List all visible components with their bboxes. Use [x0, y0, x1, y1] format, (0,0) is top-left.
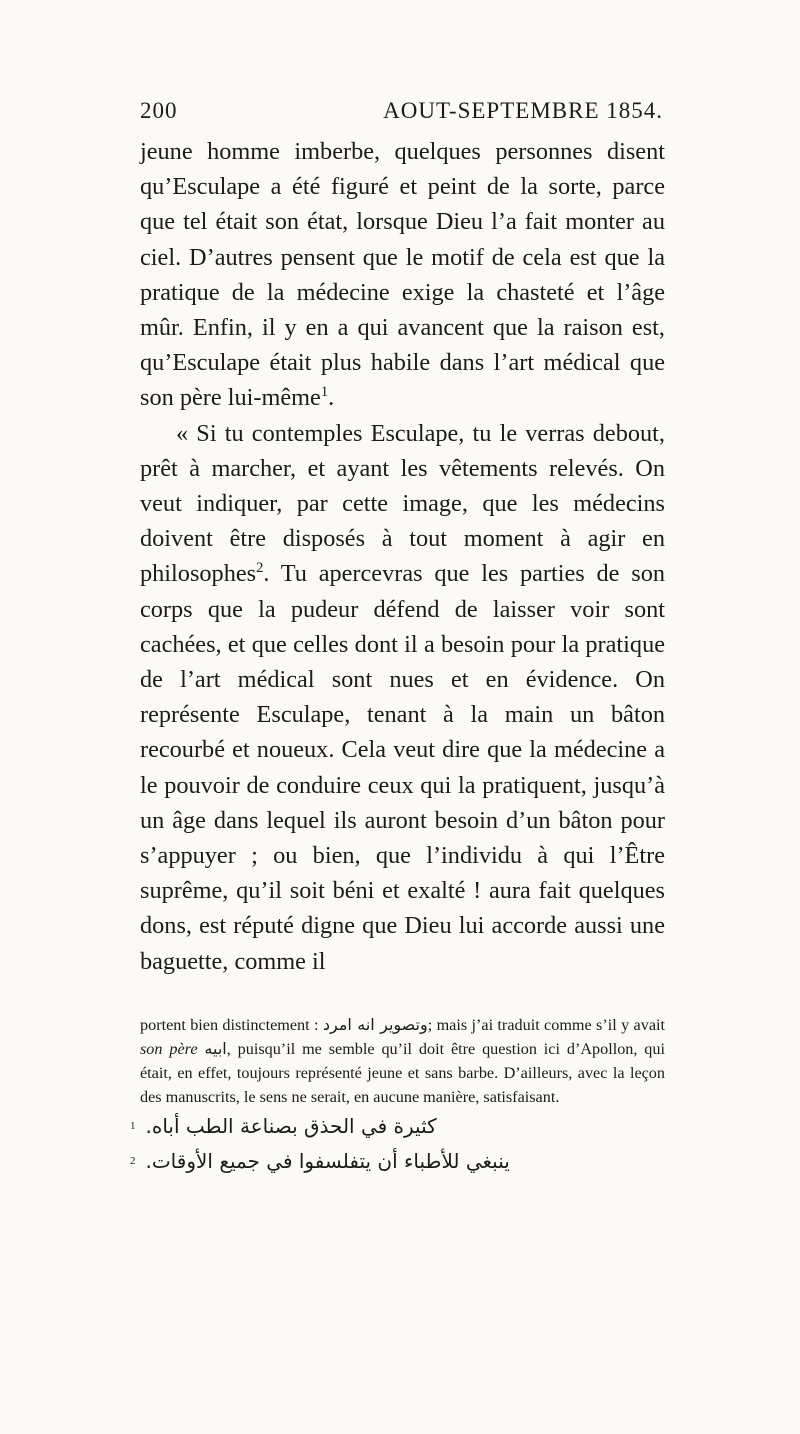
running-title: AOUT-SEPTEMBRE 1854.: [383, 98, 663, 123]
note-continuation: [140, 1013, 665, 1109]
footnote-number: 1: [130, 1119, 136, 1132]
paragraph-2: [140, 416, 665, 979]
paragraph-tail: . Tu apercevras que les parties de son corps que la pudeur défend de laisser voir sont cachées, et que celles dont il a besoin pour la pratique de l’art médical sont nues et en évidence. On représente Esculape, tenant à la main un bâton recourbé et noueux. Cela veut dire que la médecine a le pouvoir de conduire ceux qui la pratiquent, jusqu’à un âge dans lequel ils auront besoin d’un bâton pour s’appuyer ; ou bien, que l’individu à qui l’Être suprême, qu’il soit béni et exalté ! aura fait quelques dons, est réputé digne que Dieu lui accorde aussi une baguette, comme il: [140, 560, 665, 975]
footnote-number: 2: [130, 1154, 136, 1167]
body-text: [140, 134, 665, 979]
note-text: ; mais j’ai traduit comme s’il y avait: [427, 1015, 666, 1034]
footnote-ref: 1: [320, 384, 329, 401]
footnote-arabic: كثيرة في الحذق بصناعة الطب أباه.: [145, 1113, 437, 1138]
footnote-arabic: ينبغي للأطباء أن يتفلسفوا في جميع الأوقات.: [145, 1148, 510, 1173]
paragraph-1: [140, 134, 665, 416]
page-number: 200: [140, 98, 178, 123]
paragraph-tail: .: [328, 384, 335, 412]
note-italic: son père: [140, 1039, 198, 1058]
notes: [130, 1013, 666, 1179]
note-text: , puisqu’il me semble qu’il doit être question ici d’Apollon, qui était, en effet, toujours représenté jeune et sans barbe. D’ailleurs, avec la leçon des manuscrits, le sens ne serait, en aucune manière, satisfaisant.: [140, 1039, 665, 1106]
footnote-ref: 2: [256, 560, 264, 577]
paragraph-text: jeune homme imberbe, quelques personnes disent qu’Esculape a été figuré et peint de la sorte, parce que tel était son état, lorsque Dieu l’a fait monter au ciel. D’autres pensent que le motif de cela est que la pratique de la médecine exige la chasteté et l’âge mûr. Enfin, il y en a qui avancent que la raison est, qu’Esculape était plus habile dans l’art médical que son père lui-même: [140, 138, 665, 412]
footnote-2: [130, 1144, 665, 1179]
paragraph-text: « Si tu contemples Esculape, tu le verras debout, prêt à marcher, et ayant les vêtements relevés. On veut indiquer, par cette image, que les médecins doivent être disposés à tout moment à agir en philosophes: [140, 419, 665, 588]
note-text: portent bien distinctement :: [140, 1015, 319, 1034]
arabic-word: ابيه: [204, 1038, 227, 1058]
page: [130, 98, 666, 1179]
footnote-1: [130, 1109, 665, 1144]
arabic-phrase: وتصوير انه امرد: [322, 1014, 428, 1034]
running-header: [140, 98, 665, 128]
